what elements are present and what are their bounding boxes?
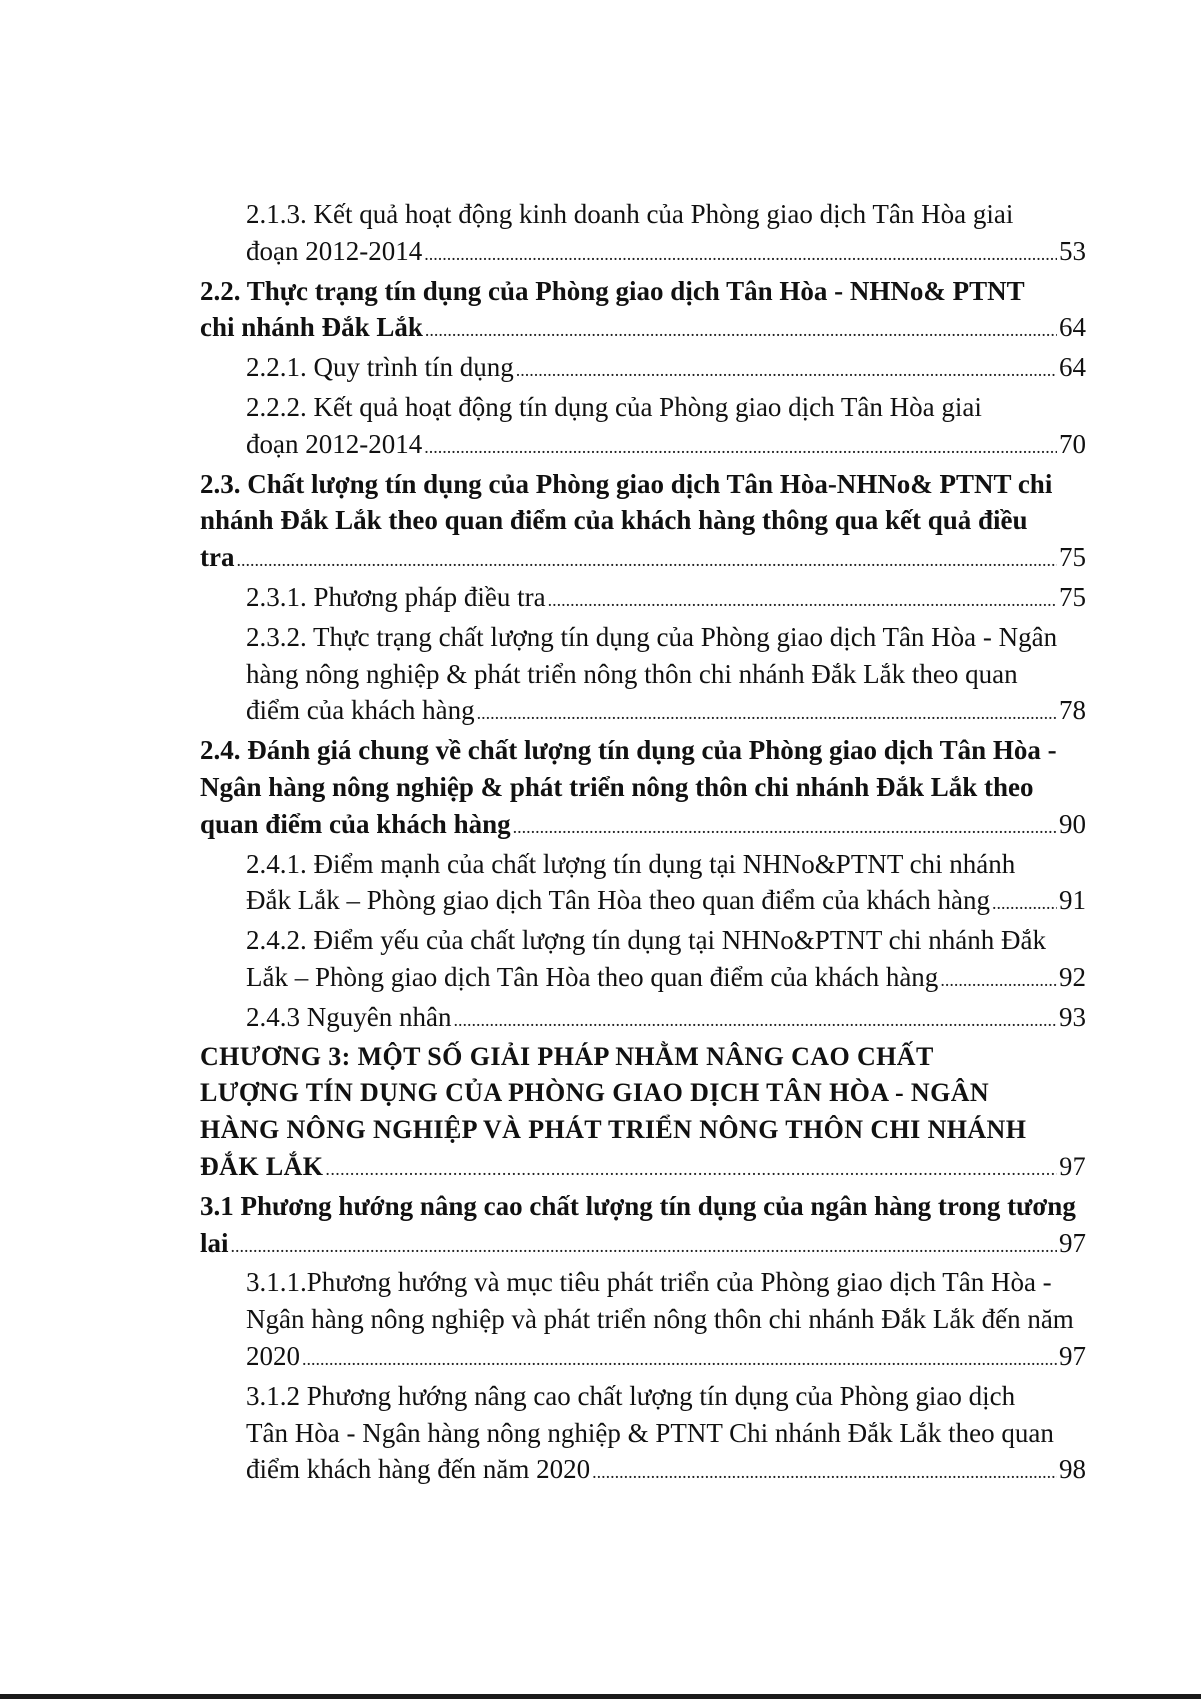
toc-subsection-entry xyxy=(200,196,1086,273)
toc-entry-line: 2.2.2. Kết quả hoạt động tín dụng của Phòng giao dịch Tân Hòa giai xyxy=(246,391,982,422)
dot-leader xyxy=(325,1151,1057,1188)
toc-page-number: 75 xyxy=(1059,542,1086,573)
toc-page-number: 97 xyxy=(1059,1151,1086,1181)
toc-entry-last-line xyxy=(246,959,1086,999)
toc-entry-last-line xyxy=(200,1149,1086,1188)
toc-entry-title-end: Đắk Lắk – Phòng giao dịch Tân Hòa theo quan điểm của khách hàng xyxy=(246,885,991,916)
dot-leader xyxy=(302,1341,1057,1378)
toc-entry-last-line xyxy=(246,1338,1086,1378)
toc-entry-line: Tân Hòa - Ngân hàng nông nghiệp & PTNT Chi nhánh Đắk Lắk theo quan xyxy=(246,1417,1054,1448)
bottom-scan-edge xyxy=(0,1694,1201,1699)
dot-leader xyxy=(236,542,1057,579)
toc-entry-last-line xyxy=(246,233,1086,273)
toc-entry-last-line xyxy=(200,1225,1086,1265)
toc-entry-last-line xyxy=(246,349,1086,389)
toc-page-number: 97 xyxy=(1059,1340,1086,1371)
toc-page-number: 70 xyxy=(1059,428,1086,459)
toc-entry-last-line xyxy=(246,579,1086,619)
dot-leader xyxy=(231,1228,1057,1265)
dot-leader xyxy=(592,1454,1057,1491)
toc-entry-title-end: đoạn 2012-2014 xyxy=(246,235,423,266)
toc-entry-title-end: chi nhánh Đắk Lắk xyxy=(200,312,423,343)
toc-entry-line: CHƯƠNG 3: MỘT SỐ GIẢI PHÁP NHẰM NÂNG CAO CHẤT xyxy=(200,1041,934,1071)
toc-entry-title-end: điểm của khách hàng xyxy=(246,695,475,726)
toc-subsection-entry xyxy=(200,349,1086,389)
toc-entry-line: Ngân hàng nông nghiệp và phát triển nông thôn chi nhánh Đắk Lắk đến năm xyxy=(246,1304,1074,1335)
toc-subsection-entry xyxy=(200,999,1086,1039)
toc-section-entry xyxy=(200,732,1086,845)
toc-entry-line: 2.1.3. Kết quả hoạt động kinh doanh của Phòng giao dịch Tân Hòa giai xyxy=(246,199,1014,229)
dot-leader xyxy=(425,312,1057,349)
toc-page-number: 75 xyxy=(1059,581,1086,612)
toc-subsection-entry xyxy=(200,579,1086,619)
toc-page-number: 53 xyxy=(1059,235,1086,266)
toc-entry-title-end: lai xyxy=(200,1227,229,1258)
dot-leader xyxy=(424,429,1057,466)
toc-entry-title-end: đoạn 2012-2014 xyxy=(246,428,423,459)
dot-leader xyxy=(516,352,1057,389)
toc-entry-line: 2.4. Đánh giá chung về chất lượng tín dụng của Phòng giao dịch Tân Hòa - xyxy=(200,735,1057,766)
dot-leader xyxy=(424,236,1057,273)
toc-section-entry xyxy=(200,1039,1086,1188)
dot-leader xyxy=(453,1002,1057,1039)
toc-page-number: 92 xyxy=(1059,961,1086,992)
toc-entry-line: 3.1 Phương hướng nâng cao chất lượng tín dụng của ngân hàng trong tương xyxy=(200,1190,1076,1221)
table-of-contents xyxy=(200,196,1086,1491)
toc-page-number: 90 xyxy=(1059,808,1086,839)
toc-subsection-entry xyxy=(200,846,1086,923)
toc-section-entry xyxy=(200,1188,1086,1265)
toc-entry-title-end: quan điểm của khách hàng xyxy=(200,808,511,839)
toc-entry-title-end: 2.2.1. Quy trình tín dụng xyxy=(246,352,514,383)
toc-subsection-entry xyxy=(200,619,1086,732)
toc-subsection-entry xyxy=(200,1264,1086,1377)
toc-entry-last-line xyxy=(200,539,1086,579)
toc-subsection-entry xyxy=(200,1378,1086,1491)
toc-section-entry xyxy=(200,466,1086,579)
toc-entry-line: nhánh Đắk Lắk theo quan điểm của khách hàng thông qua kết quả điều xyxy=(200,505,1028,536)
toc-entry-title-end: 2.3.1. Phương pháp điều tra xyxy=(246,581,546,612)
toc-entry-line: HÀNG NÔNG NGHIỆP VÀ PHÁT TRIỂN NÔNG THÔN CHI NHÁNH xyxy=(200,1115,1027,1145)
toc-page-number: 98 xyxy=(1059,1454,1086,1485)
toc-page-number: 97 xyxy=(1059,1227,1086,1258)
toc-page-number: 91 xyxy=(1059,885,1086,916)
toc-entry-last-line xyxy=(246,692,1086,732)
toc-subsection-entry xyxy=(200,922,1086,999)
toc-entry-last-line xyxy=(200,806,1086,846)
toc-entry-line: 2.3.2. Thực trạng chất lượng tín dụng của Phòng giao dịch Tân Hòa - Ngân xyxy=(246,621,1058,652)
toc-entry-line: 3.1.1.Phương hướng và mục tiêu phát triển của Phòng giao dịch Tân Hòa - xyxy=(246,1267,1052,1298)
toc-entry-last-line xyxy=(246,882,1086,922)
toc-entry-line: Ngân hàng nông nghiệp & phát triển nông thôn chi nhánh Đắk Lắk theo xyxy=(200,771,1034,802)
dot-leader xyxy=(992,885,1057,922)
toc-entry-title-end: điểm khách hàng đến năm 2020 xyxy=(246,1454,591,1485)
toc-entry-last-line xyxy=(246,1451,1086,1491)
toc-entry-line: 2.4.2. Điểm yếu của chất lượng tín dụng tại NHNo&PTNT chi nhánh Đắk xyxy=(246,925,1047,956)
toc-entry-last-line xyxy=(200,309,1086,349)
toc-entry-last-line xyxy=(246,999,1086,1039)
toc-page-number: 93 xyxy=(1059,1001,1086,1032)
toc-entry-line: 2.4.1. Điểm mạnh của chất lượng tín dụng tại NHNo&PTNT chi nhánh xyxy=(246,848,1016,879)
toc-entry-title-end: Lắk – Phòng giao dịch Tân Hòa theo quan điểm của khách hàng xyxy=(246,961,939,992)
toc-entry-line: 2.3. Chất lượng tín dụng của Phòng giao dịch Tân Hòa-NHNo& PTNT chi xyxy=(200,468,1053,499)
toc-entry-line: LƯỢNG TÍN DỤNG CỦA PHÒNG GIAO DỊCH TÂN HÒA - NGÂN xyxy=(200,1078,990,1108)
toc-page-number: 64 xyxy=(1059,352,1086,383)
dot-leader xyxy=(940,962,1057,999)
toc-entry-line: 3.1.2 Phương hướng nâng cao chất lượng tín dụng của Phòng giao dịch xyxy=(246,1380,1016,1411)
toc-section-entry xyxy=(200,273,1086,350)
dot-leader xyxy=(548,582,1057,619)
toc-entry-last-line xyxy=(246,426,1086,466)
toc-entry-title-end: 2020 xyxy=(246,1340,300,1371)
dot-leader xyxy=(513,809,1057,846)
toc-entry-title-end: tra xyxy=(200,542,235,573)
toc-page-number: 64 xyxy=(1059,312,1086,343)
toc-entry-title-end: ĐẮK LẮK xyxy=(200,1151,324,1181)
toc-entry-title-end: 2.4.3 Nguyên nhân xyxy=(246,1001,452,1032)
toc-page-number: 78 xyxy=(1059,695,1086,726)
dot-leader xyxy=(477,695,1057,732)
toc-subsection-entry xyxy=(200,389,1086,466)
toc-entry-line: hàng nông nghiệp & phát triển nông thôn chi nhánh Đắk Lắk theo quan xyxy=(246,658,1018,689)
toc-entry-line: 2.2. Thực trạng tín dụng của Phòng giao dịch Tân Hòa - NHNo& PTNT xyxy=(200,275,1025,306)
